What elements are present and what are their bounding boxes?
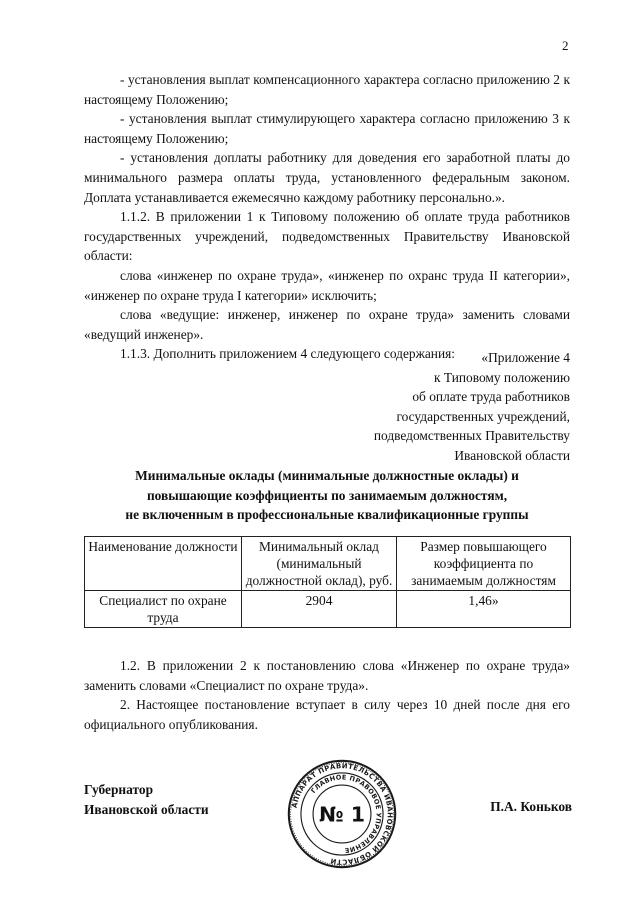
paragraph: - установления доплаты работнику для доведения его заработной платы до минимального размера оплаты труда, установленного федеральным законом. Доплата устанавливается ежемесячно каждому работнику персонально.». (84, 150, 570, 205)
signatory-position (84, 780, 209, 819)
salary-table (84, 536, 571, 628)
appendix-line: государственных учреждений, (396, 408, 570, 424)
table-row (85, 591, 571, 628)
appendix-line: «Приложение 4 (481, 350, 570, 365)
paragraph: 1.2. В приложении 2 к постановлению слова «Инженер по охране труда» заменить словами «Специалист по охране труда». (84, 658, 570, 693)
signatory-name: П.А. Коньков (490, 799, 572, 814)
appendix-header (374, 348, 570, 466)
seal-outer-text: АППАРАТ ПРАВИТЕЛЬСТВА ИВАНОВСКОЙ ОБЛАСТИ (290, 762, 394, 866)
paragraph: слова «ведущие: инженер, инженер по охране труда» заменить словами «ведущий инженер». (84, 307, 570, 342)
paragraph: 1.1.3. Дополнить приложением 4 следующего содержания: (120, 346, 456, 362)
main-text (84, 70, 570, 364)
column-header: Наименование должности (85, 537, 242, 591)
column-header: Размер повышающего коэффициента по занимаемым должностям (397, 537, 571, 591)
paragraph: 2. Настоящее постановление вступает в силу через 10 дней после дня его официального опубликования. (84, 697, 570, 732)
paragraph: 1.1.2. В приложении 1 к Типовому положению об оплате труда работников государственных учреждений, подведомственных Правительству Ивановской области: (84, 209, 570, 264)
table-title-line: Минимальные оклады (минимальные должностные оклады) и (135, 468, 519, 483)
page-number: 2 (562, 38, 569, 53)
paragraph: - установления выплат стимулирующего характера согласно приложению 3 к настоящему Положению; (84, 111, 570, 146)
table-cell: 2904 (242, 591, 397, 628)
table-cell: 1,46» (397, 591, 571, 628)
seal-inner-text: ГЛАВНОЕ ПРАВОВОЕ УПРАВЛЕНИЕ (309, 773, 383, 855)
table-title (84, 466, 570, 525)
appendix-line: подведомственных Правительству (373, 428, 570, 444)
paragraph: слова «инженер по охране труда», «инженер по охранс труда II категории», «инженер по охране труда I категории» исключить; (84, 267, 570, 303)
appendix-line: об оплате труда работников (412, 389, 570, 405)
column-header: Минимальный оклад (минимальный должностной оклад), руб. (242, 537, 397, 591)
table-title-line: повышающие коэффициенты по занимаемым должностям, (146, 487, 508, 503)
paragraph: - установления выплат компенсационного характера согласно приложению 2 к настоящему Положению; (84, 72, 570, 107)
position-line: Губернатор (84, 782, 154, 797)
official-seal-icon (286, 758, 398, 870)
table-title-line: не включенным в профессиональные квалификационные группы (125, 507, 529, 523)
table-cell: Специалист по охране труда (85, 591, 242, 628)
appendix-line: Ивановской области (454, 447, 570, 463)
closing-text (84, 656, 570, 734)
appendix-line: к Типовому положению (434, 369, 570, 385)
table-header-row (85, 537, 571, 591)
position-line: Ивановской области (84, 801, 209, 817)
seal-number: № 1 (318, 802, 366, 827)
